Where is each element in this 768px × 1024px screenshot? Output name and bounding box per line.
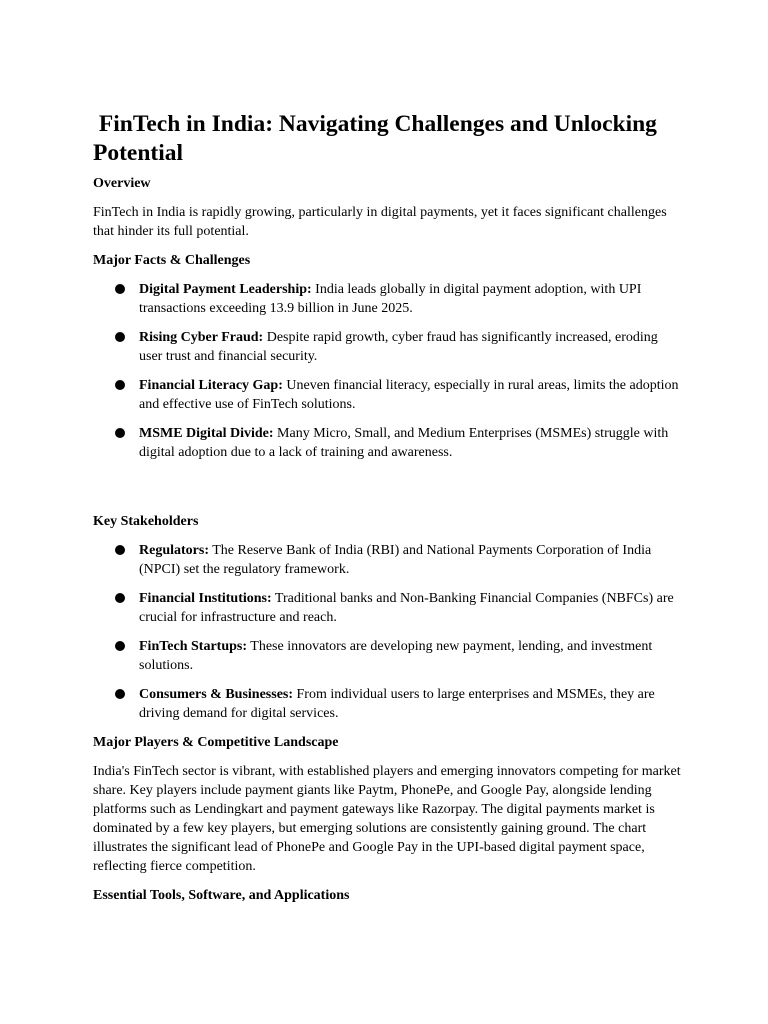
list-item bbox=[93, 424, 683, 462]
item-text: Traditional banks and Non-Banking Financial Companies (NBFCs) are crucial for infrastructure and reach. bbox=[139, 591, 674, 625]
list-item bbox=[93, 376, 683, 414]
item-label: FinTech Startups: bbox=[139, 639, 248, 654]
item-text: Despite rapid growth, cyber fraud has significantly increased, eroding user trust and financial security. bbox=[139, 330, 658, 364]
item-label: Regulators: bbox=[139, 543, 209, 558]
players-heading: Major Players & Competitive Landscape bbox=[93, 735, 339, 750]
tools-heading: Essential Tools, Software, and Applications bbox=[93, 888, 350, 903]
bullet-icon bbox=[115, 545, 125, 555]
bullet-icon bbox=[115, 284, 125, 294]
bullet-icon bbox=[115, 332, 125, 342]
stakeholders-heading: Key Stakeholders bbox=[93, 514, 199, 529]
item-label: MSME Digital Divide: bbox=[139, 426, 274, 441]
challenges-list bbox=[93, 280, 683, 462]
players-paragraph: India's FinTech sector is vibrant, with established players and emerging innovators competing for market share. Key players include payment giants like Paytm, PhonePe, and Google Pay, alongside lending platforms such as Lendingkart and payment gateways like Razorpay. The digital payments market is dominated by a few key players, but emerging solutions are consistently gaining ground. The chart illustrates the significant lead of PhonePe and Google Pay in the UPI-based digital payment space, reflecting fierce competition. bbox=[93, 764, 681, 874]
list-item bbox=[93, 589, 683, 627]
item-label: Consumers & Businesses: bbox=[139, 687, 294, 702]
stakeholders-list bbox=[93, 541, 683, 723]
item-text: These innovators are developing new payment, lending, and investment solutions. bbox=[139, 639, 653, 673]
item-label: Rising Cyber Fraud: bbox=[139, 330, 264, 345]
item-text: From individual users to large enterprises and MSMEs, they are driving demand for digital services. bbox=[139, 687, 655, 721]
challenges-heading: Major Facts & Challenges bbox=[93, 253, 251, 268]
item-label: Financial Literacy Gap: bbox=[139, 378, 283, 393]
item-label: Financial Institutions: bbox=[139, 591, 272, 606]
bullet-icon bbox=[115, 689, 125, 699]
item-text: Many Micro, Small, and Medium Enterprises (MSMEs) struggle with digital adoption due to a lack of training and awareness. bbox=[139, 426, 669, 460]
item-text: India leads globally in digital payment adoption, with UPI transactions exceeding 13.9 billion in June 2025. bbox=[139, 282, 642, 316]
bullet-icon bbox=[115, 593, 125, 603]
document-content bbox=[93, 110, 683, 905]
list-item bbox=[93, 541, 683, 579]
list-item bbox=[93, 280, 683, 318]
overview-paragraph: FinTech in India is rapidly growing, particularly in digital payments, yet it faces significant challenges that hinder its full potential. bbox=[93, 205, 667, 239]
bullet-icon bbox=[115, 641, 125, 651]
bullet-icon bbox=[115, 428, 125, 438]
page-title: FinTech in India: Navigating Challenges and Unlocking Potential bbox=[93, 111, 663, 166]
list-item bbox=[93, 685, 683, 723]
bullet-icon bbox=[115, 380, 125, 390]
item-label: Digital Payment Leadership: bbox=[139, 282, 312, 297]
item-text: The Reserve Bank of India (RBI) and National Payments Corporation of India (NPCI) set the regulatory framework. bbox=[139, 543, 652, 577]
list-item bbox=[93, 328, 683, 366]
list-item bbox=[93, 637, 683, 675]
item-text: Uneven financial literacy, especially in rural areas, limits the adoption and effective use of FinTech solutions. bbox=[139, 378, 679, 412]
overview-heading: Overview bbox=[93, 176, 151, 191]
